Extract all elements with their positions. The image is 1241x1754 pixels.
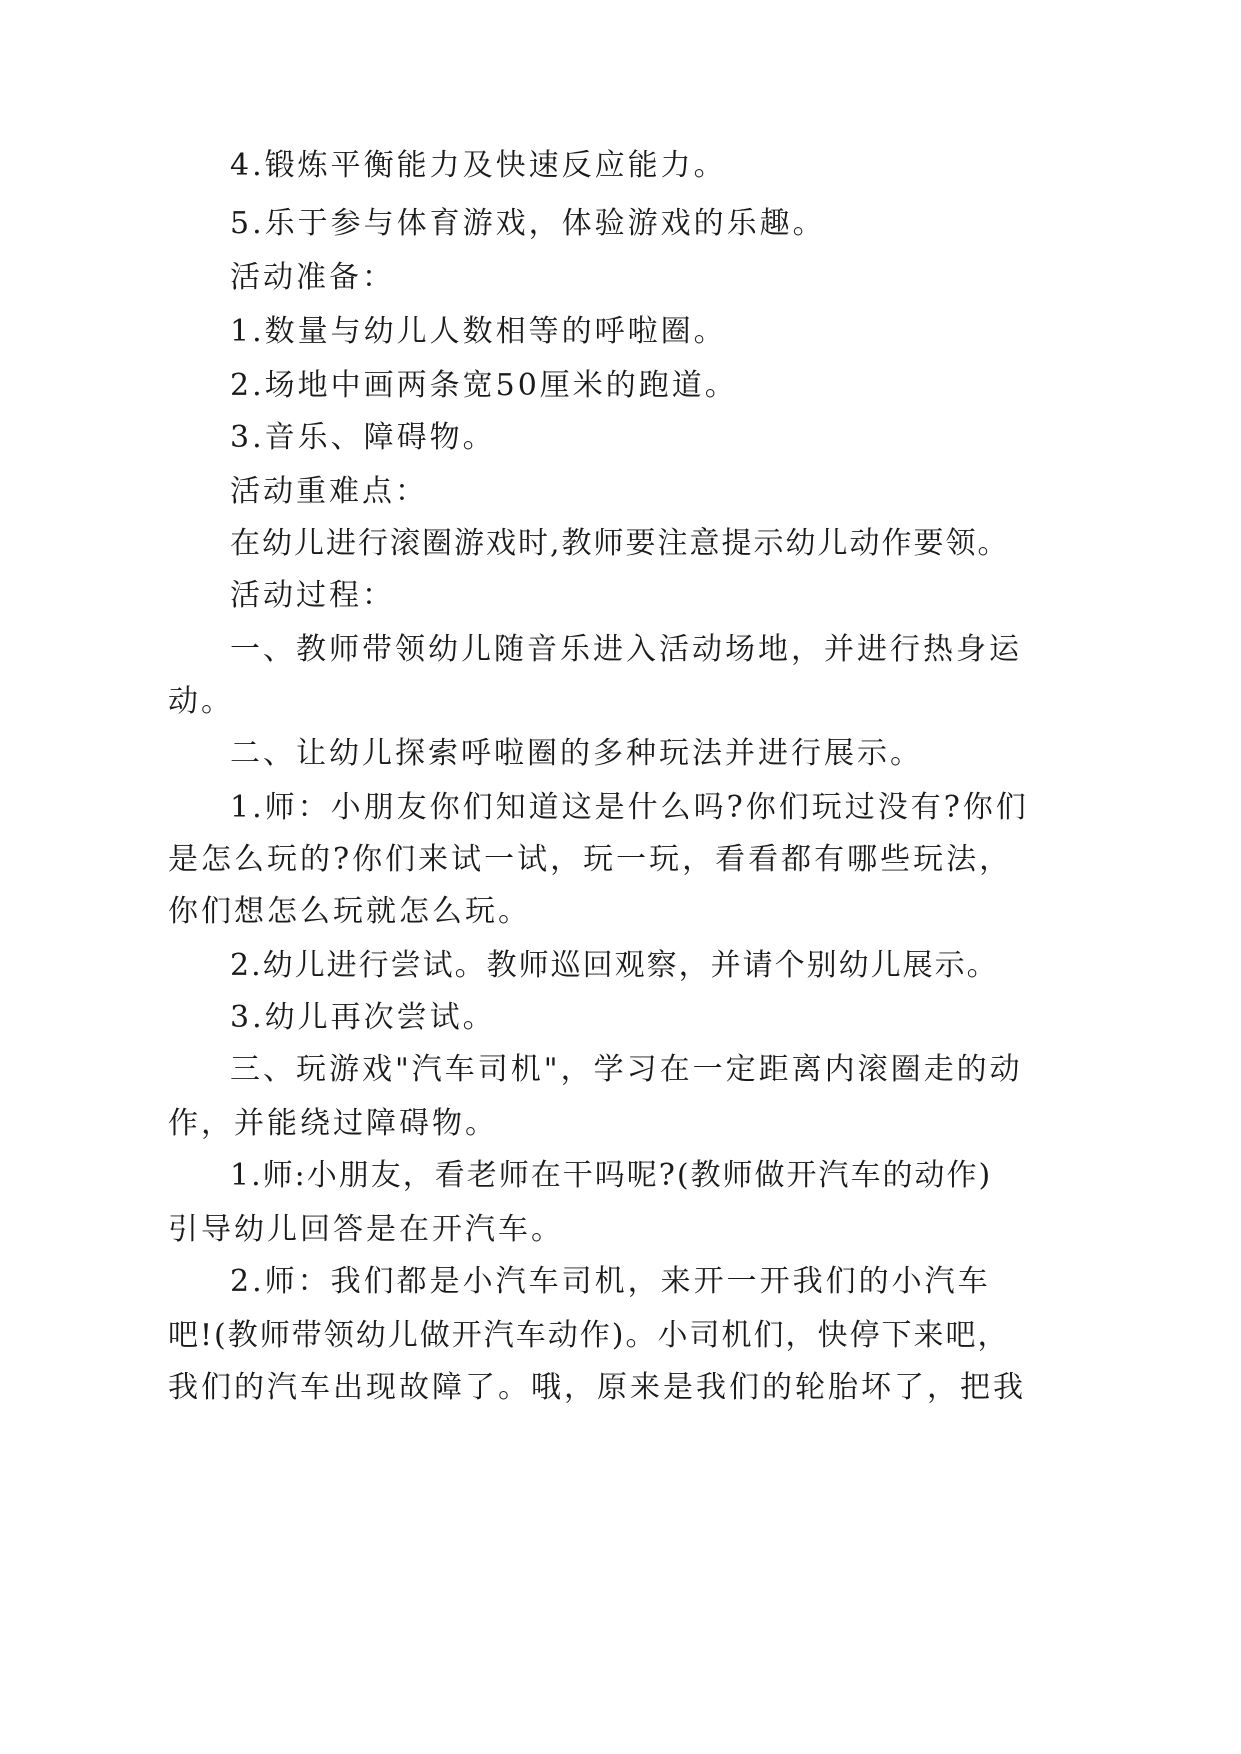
text-line: 动。	[168, 684, 234, 719]
text-line: 一、教师带领幼儿随音乐进入活动场地，并进行热身运	[230, 632, 1022, 667]
text-line: 吧!(教师带领幼儿做开汽车动作)。小司机们，快停下来吧，	[168, 1318, 1010, 1353]
text-line: 是怎么玩的?你们来试一试，玩一玩，看看都有哪些玩法，	[168, 842, 1013, 877]
text-line: 2.幼儿进行尝试。教师巡回观察，并请个别幼儿展示。	[230, 948, 999, 983]
section-heading: 活动准备：	[230, 260, 395, 295]
text-line: 3.幼儿再次尝试。	[230, 1000, 496, 1035]
text-line: 1.师：小朋友你们知道这是什么吗?你们玩过没有?你们	[230, 790, 1029, 825]
text-line: 引导幼儿回答是在开汽车。	[168, 1212, 564, 1247]
section-heading: 活动过程：	[230, 578, 395, 613]
text-line: 我们的汽车出现故障了。哦，原来是我们的轮胎坏了，把我	[168, 1370, 1026, 1405]
text-line: 1.数量与幼儿人数相等的呼啦圈。	[230, 314, 727, 349]
text-line: 4.锻炼平衡能力及快速反应能力。	[230, 148, 727, 183]
text-line: 在幼儿进行滚圈游戏时,教师要注意提示幼儿动作要领。	[230, 526, 1010, 561]
section-heading: 活动重难点：	[230, 474, 428, 509]
text-line: 2.师：我们都是小汽车司机，来开一开我们的小汽车	[230, 1264, 991, 1299]
text-line: 3.音乐、障碍物。	[230, 420, 496, 455]
text-line: 你们想怎么玩就怎么玩。	[168, 894, 531, 929]
text-line: 作，并能绕过障碍物。	[168, 1106, 498, 1141]
text-line: 二、让幼儿探索呼啦圈的多种玩法并进行展示。	[230, 736, 923, 771]
text-line: 三、玩游戏"汽车司机"，学习在一定距离内滚圈走的动	[230, 1052, 1023, 1087]
text-line: 2.场地中画两条宽50厘米的跑道。	[230, 368, 738, 403]
text-line: 5.乐于参与体育游戏，体验游戏的乐趣。	[230, 206, 826, 241]
text-line: 1.师:小朋友，看老师在干吗呢?(教师做开汽车的动作)	[230, 1158, 993, 1193]
